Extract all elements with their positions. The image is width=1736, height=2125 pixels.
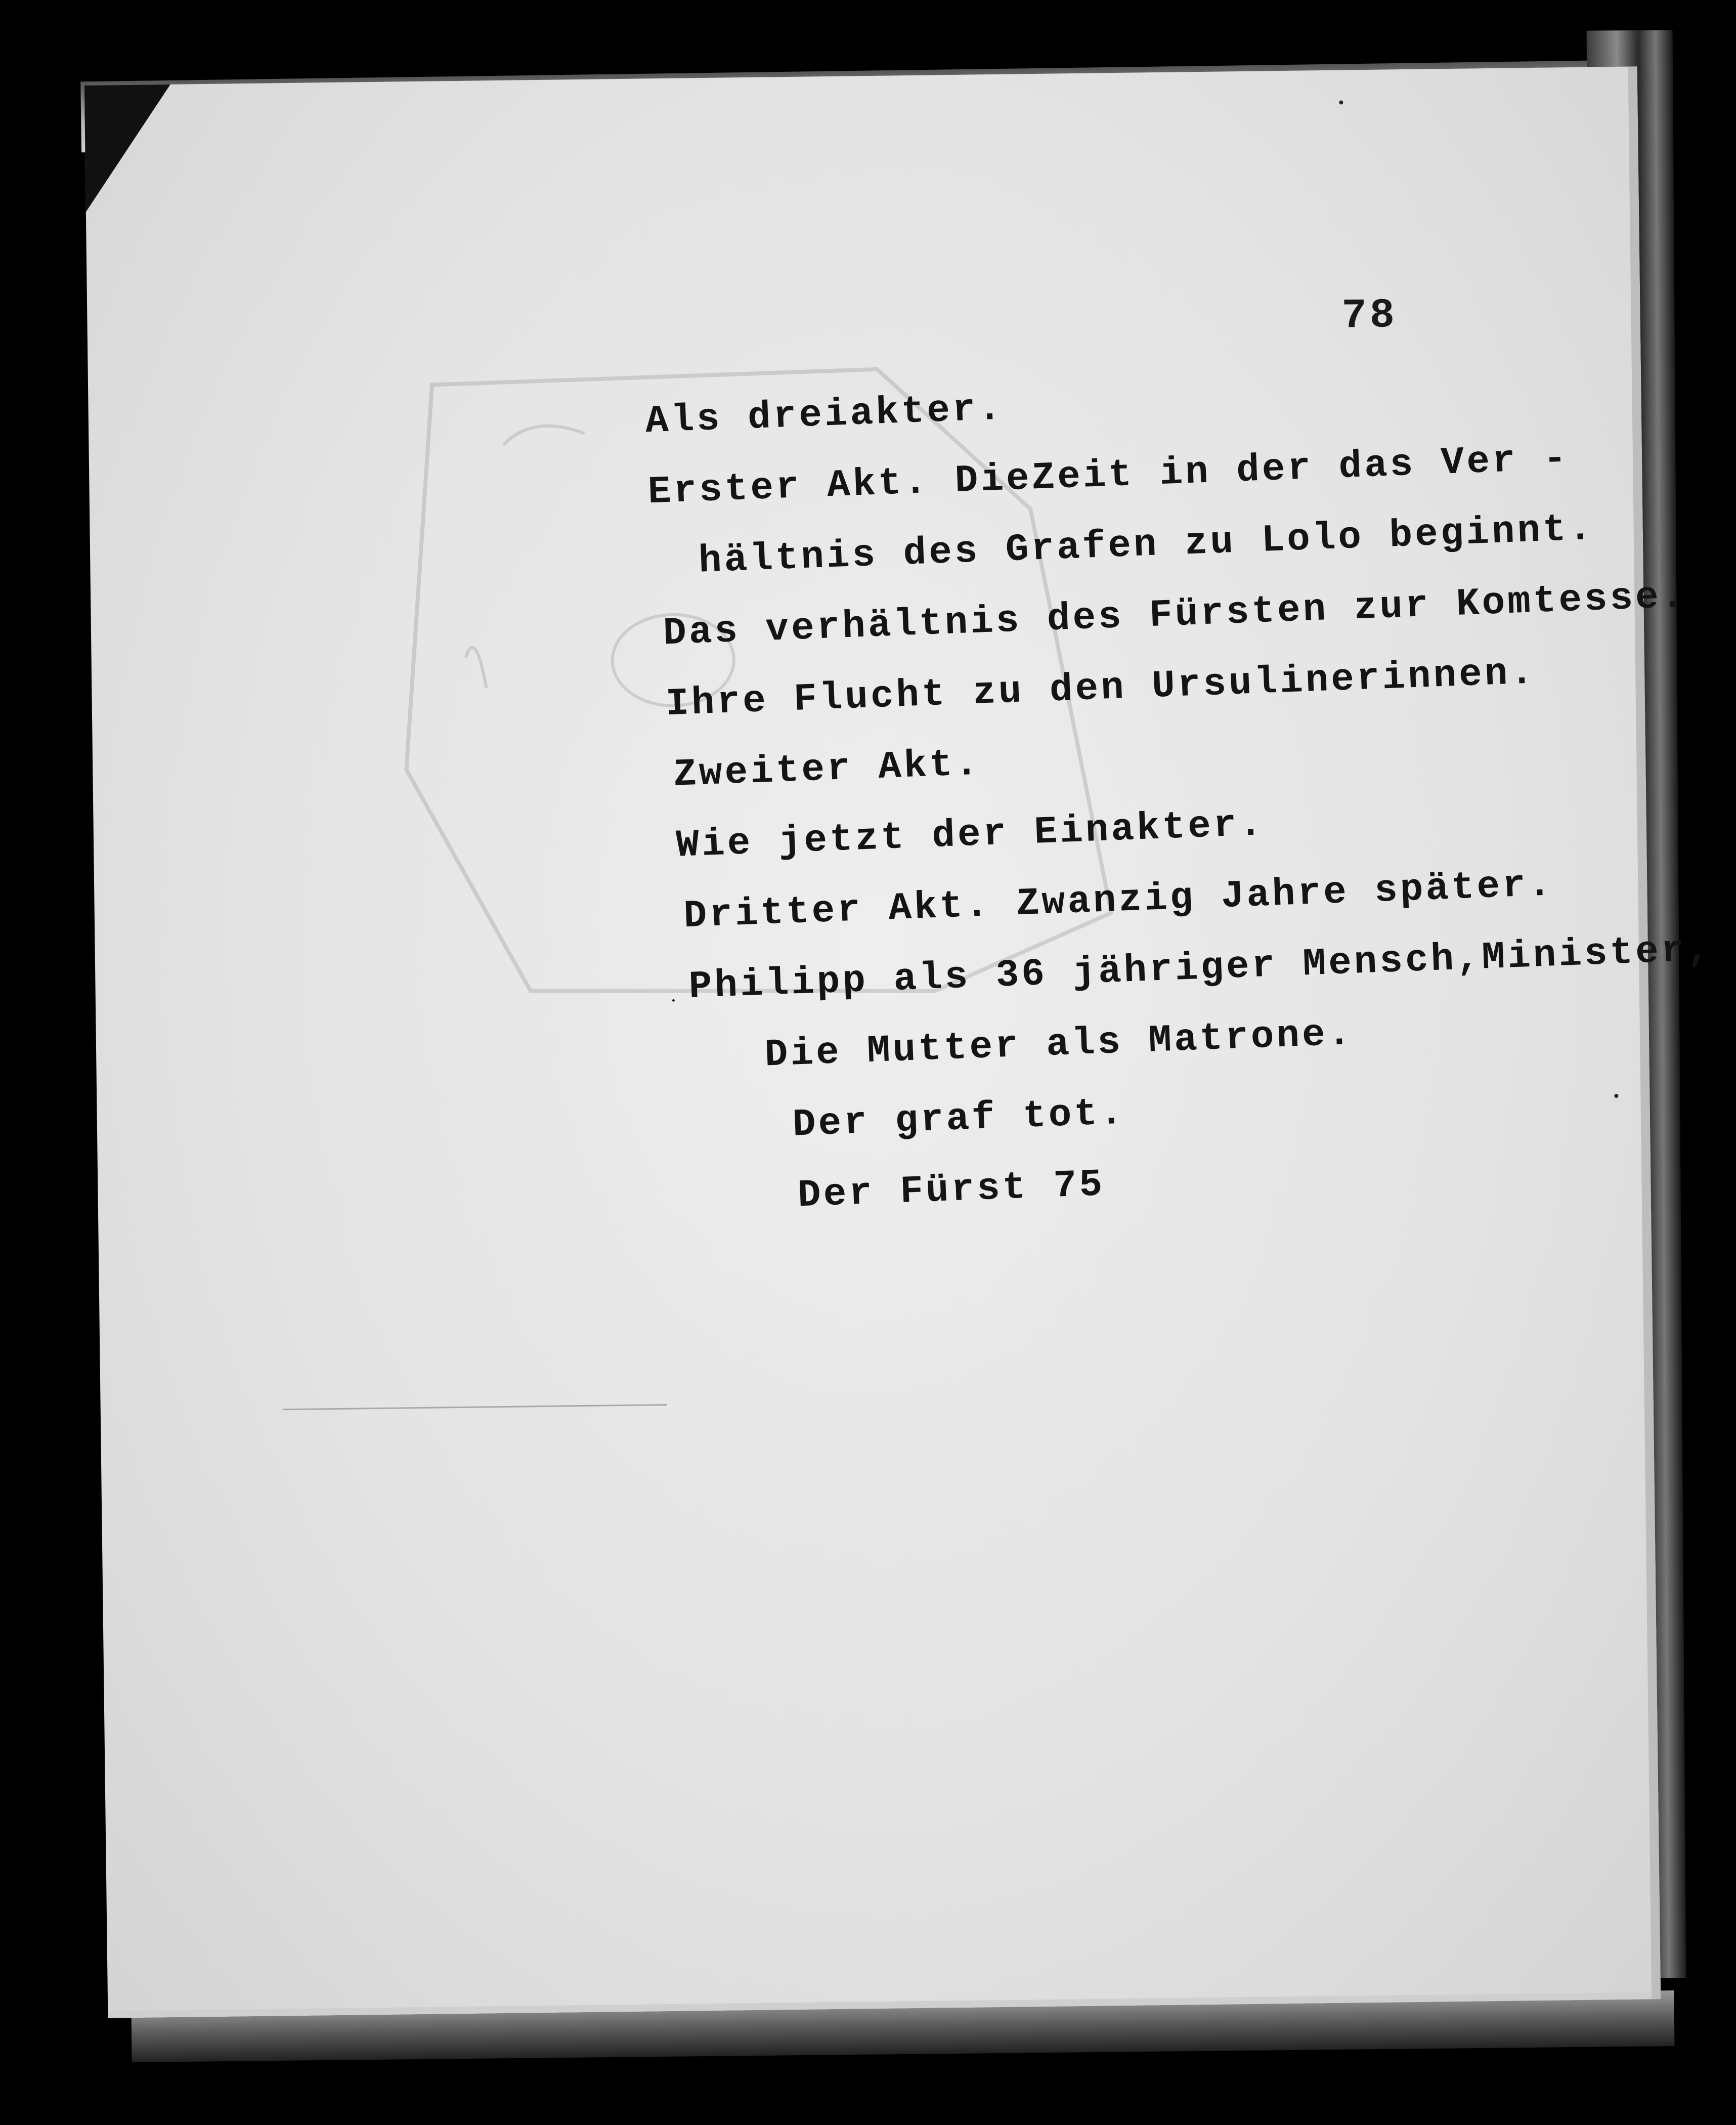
typed-manuscript-page [84,66,1713,2018]
text-line-3: hältnis des Grafen zu Lolo beginnt. [698,506,1595,583]
text-line-6: Zweiter Akt. [672,742,982,797]
text-line-5: Ihre Flucht zu den Ursulinerinnen. [665,651,1537,727]
ink-speck [1339,100,1343,104]
text-line-11: Der graf tot. [792,1091,1126,1147]
folded-corner [84,84,172,212]
text-line-2: Erster Akt. DieZeit in der das Ver - [647,437,1570,515]
page-number: 78 [1341,292,1398,340]
text-line-4: Das verhältnis des Fürsten zur Komtesse. [662,574,1687,656]
text-line-8: Dritter Akt. Zwanzig Jahre später. [683,863,1554,939]
text-line-10: Die Mutter als Matrone. [764,1011,1354,1077]
text-line-9: Philipp als 36 jähriger Mensch,Minister, [688,927,1713,1009]
text-line-12: Der Fürst 75 [797,1163,1106,1218]
text-line-1: Als dreiakter. [644,387,1005,444]
text-line-7: Wie jetzt der Einakter. [675,802,1266,868]
ink-speck [1614,1094,1618,1098]
ink-speck [672,999,675,1002]
faint-rule-line [283,1404,667,1410]
